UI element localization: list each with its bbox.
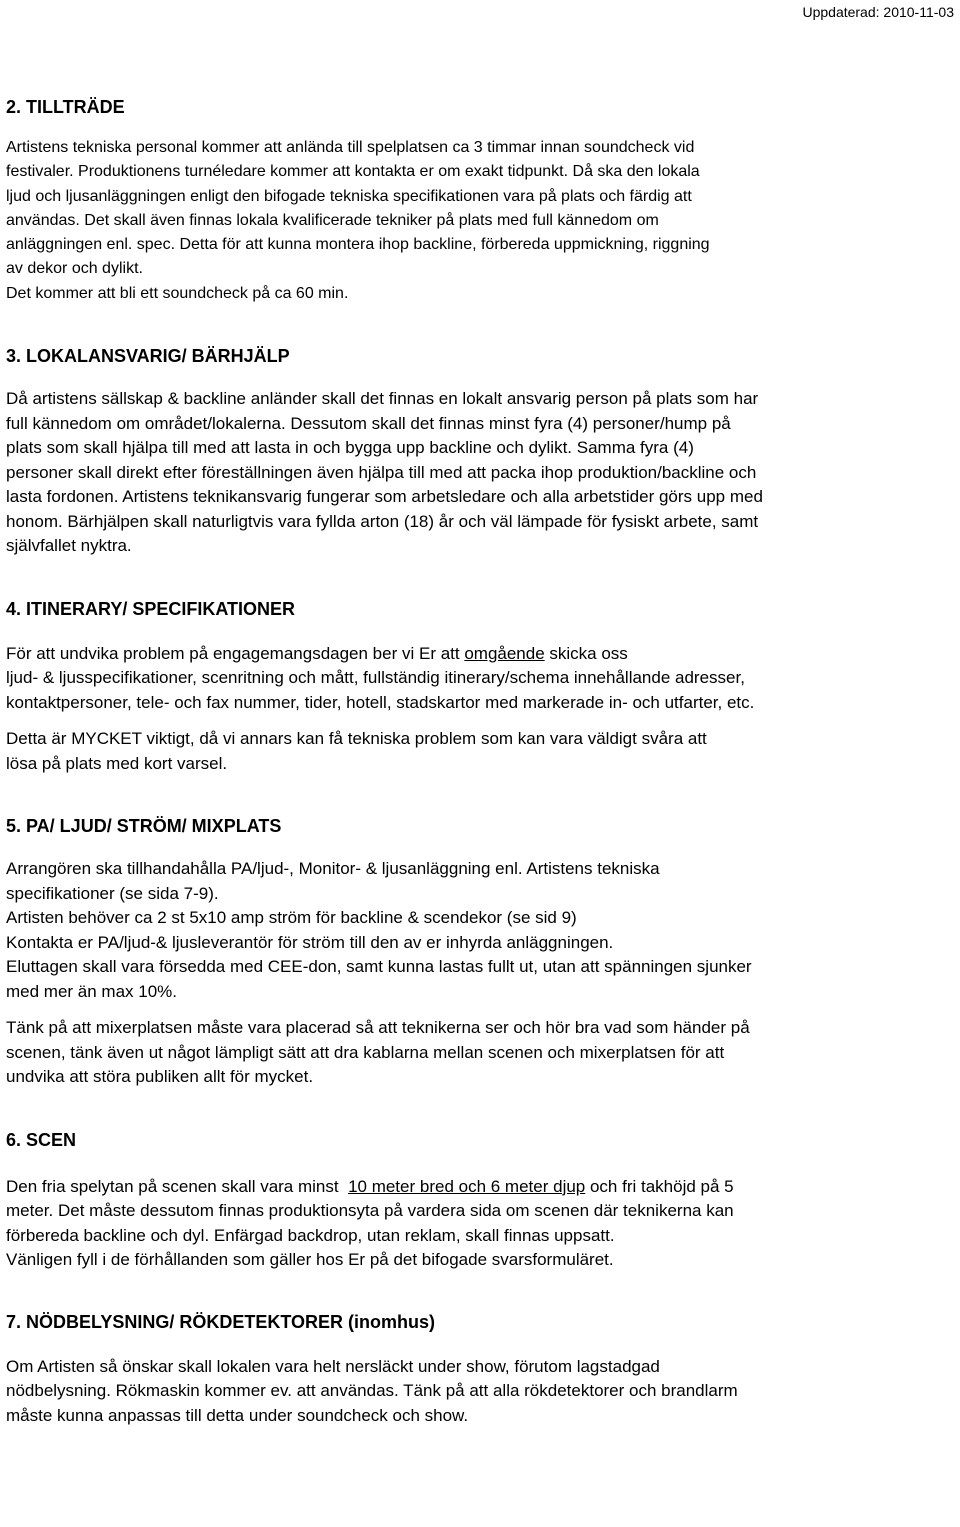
section-pa-ljud — [6, 813, 954, 1090]
text-fragment: Den fria spelytan på scenen skall vara minst — [6, 1176, 349, 1196]
underlined-text: 10 meter bred och 6 meter djup — [348, 1176, 586, 1196]
paragraph — [6, 1355, 954, 1429]
text-line: av dekor och dylikt. — [6, 260, 143, 278]
text-line: lasta fordonen. Artistens teknikansvarig fungerar som arbetsledare och alla arbetstider görs upp med — [6, 487, 763, 507]
text-line: Artistens tekniska personal kommer att anlända till spelplatsen ca 3 timmar innan soundcheck vid — [6, 139, 695, 156]
text-line: nödbelysning. Rökmaskin kommer ev. att användas. Tänk på att alla rökdetektorer och brandlarm — [6, 1381, 738, 1401]
text-line: Då artistens sällskap & backline anländer skall det finnas en lokalt ansvarig person på plats som har — [6, 389, 759, 409]
text-line: festivaler. Produktionens turnéledare kommer att kontakta er om exakt tidpunkt. Då ska den lokala — [6, 163, 700, 181]
text-line — [6, 1175, 954, 1200]
text-line: scenen, tänk även ut något lämpligt sätt att dra kablarna mellan scenen och mixerplatsen för att — [6, 1042, 725, 1062]
text-line: meter. Det måste dessutom finnas produktionsyta på vardera sida om scenen där teknikerna kan — [6, 1201, 734, 1221]
text-line: Det kommer att bli ett soundcheck på ca 60 min. — [6, 284, 349, 302]
section-title: 6. SCEN — [6, 1129, 77, 1150]
text-line: förbereda backline och dyl. Enfärgad backdrop, utan reklam, skall finnas uppsatt. — [6, 1225, 615, 1245]
text-fragment: För att undvika problem på engagemangsdagen ber vi Er att — [6, 643, 465, 663]
text-fragment: och fri takhöjd på 5 — [585, 1176, 734, 1196]
text-line: Arrangören ska tillhandahålla PA/ljud-, Monitor- & ljusanläggning enl. Artistens tekniska — [6, 859, 660, 879]
paragraph — [6, 642, 954, 716]
text-line: anläggningen enl. spec. Detta för att kunna montera ihop backline, förbereda uppmickning, riggning — [6, 236, 710, 254]
text-line: Om Artisten så önskar skall lokalen vara helt nersläckt under show, förutom lagstadgad — [6, 1356, 660, 1376]
text-line: måste kunna anpassas till detta under soundcheck och show. — [6, 1405, 469, 1425]
text-line: ljud- & ljusspecifikationer, scenritning och mått, fullständig itinerary/schema innehållande adresser, — [6, 668, 745, 688]
text-line: Tänk på att mixerplatsen måste vara placerad så att teknikerna ser och hör bra vad som händer på — [6, 1018, 750, 1038]
section-title: 4. ITINERARY/ SPECIFIKATIONER — [6, 598, 296, 619]
text-line: lösa på plats med kort varsel. — [6, 753, 228, 773]
text-line: Vänligen fyll i de förhållanden som gäller hos Er på det bifogade svarsformuläret. — [6, 1250, 614, 1270]
text-line: användas. Det skall även finnas lokala kvalificerade tekniker på plats med full kännedom om — [6, 211, 659, 229]
section-lokalansvarig — [6, 343, 954, 559]
text-line: Artisten behöver ca 2 st 5x10 amp ström för backline & scendekor (se sid 9) — [6, 908, 577, 928]
text-line: Eluttagen skall vara försedda med CEE-don, samt kunna lastas fullt ut, utan att spänningen sjunker — [6, 957, 752, 977]
section-scen — [6, 1127, 954, 1273]
text-line: med mer än max 10%. — [6, 981, 178, 1001]
text-line: plats som skall hjälpa till med att lasta in och bygga upp backline och dylikt. Samma fyra (4) — [6, 438, 694, 458]
text-line: specifikationer (se sida 7-9). — [6, 883, 219, 903]
section-nodbelysning — [6, 1309, 954, 1429]
text-fragment: skicka oss — [544, 643, 628, 663]
text-line: personer skall direkt efter föreställningen även hjälpa till med att packa ihop produktion/backline och — [6, 462, 757, 482]
text-line: ljud och ljusanläggningen enligt den bifogade tekniska specifikationen vara på plats och färdig att — [6, 187, 692, 205]
underlined-text: omgående — [464, 643, 545, 663]
section-itinerary — [6, 596, 954, 777]
text-line: undvika att störa publiken allt för mycket. — [6, 1067, 314, 1087]
paragraph — [6, 1175, 954, 1273]
paragraph — [6, 727, 954, 776]
text-line: Kontakta er PA/ljud-& ljusleverantör för ström till den av er inhyrda anläggningen. — [6, 932, 614, 952]
paragraph — [6, 136, 954, 306]
section-title: 5. PA/ LJUD/ STRÖM/ MIXPLATS — [6, 816, 282, 837]
paragraph — [6, 1016, 954, 1090]
text-line: Detta är MYCKET viktigt, då vi annars kan få tekniska problem som kan vara väldigt svåra att — [6, 729, 707, 749]
section-tilltrade — [6, 94, 954, 306]
text-line: självfallet nyktra. — [6, 536, 132, 556]
section-title: 7. NÖDBELYSNING/ RÖKDETEKTORER (inomhus) — [6, 1311, 436, 1332]
document-body — [6, 94, 954, 1428]
section-title: 3. LOKALANSVARIG/ BÄRHJÄLP — [6, 346, 290, 367]
text-line: honom. Bärhjälpen skall naturligtvis vara fyllda arton (18) år och väl lämpade för fysiskt arbete, samt — [6, 511, 759, 531]
text-line: full kännedom om området/lokalerna. Dessutom skall det finnas minst fyra (4) personer/hump på — [6, 413, 731, 433]
text-line — [6, 642, 954, 667]
paragraph — [6, 857, 954, 1004]
text-line: kontaktpersoner, tele- och fax nummer, tider, hotell, stadskartor med markerade in- och utfarter, etc. — [6, 692, 755, 712]
updated-date: Uppdaterad: 2010-11-03 — [802, 4, 954, 20]
paragraph — [6, 387, 954, 559]
section-title: 2. TILLTRÄDE — [6, 97, 125, 117]
